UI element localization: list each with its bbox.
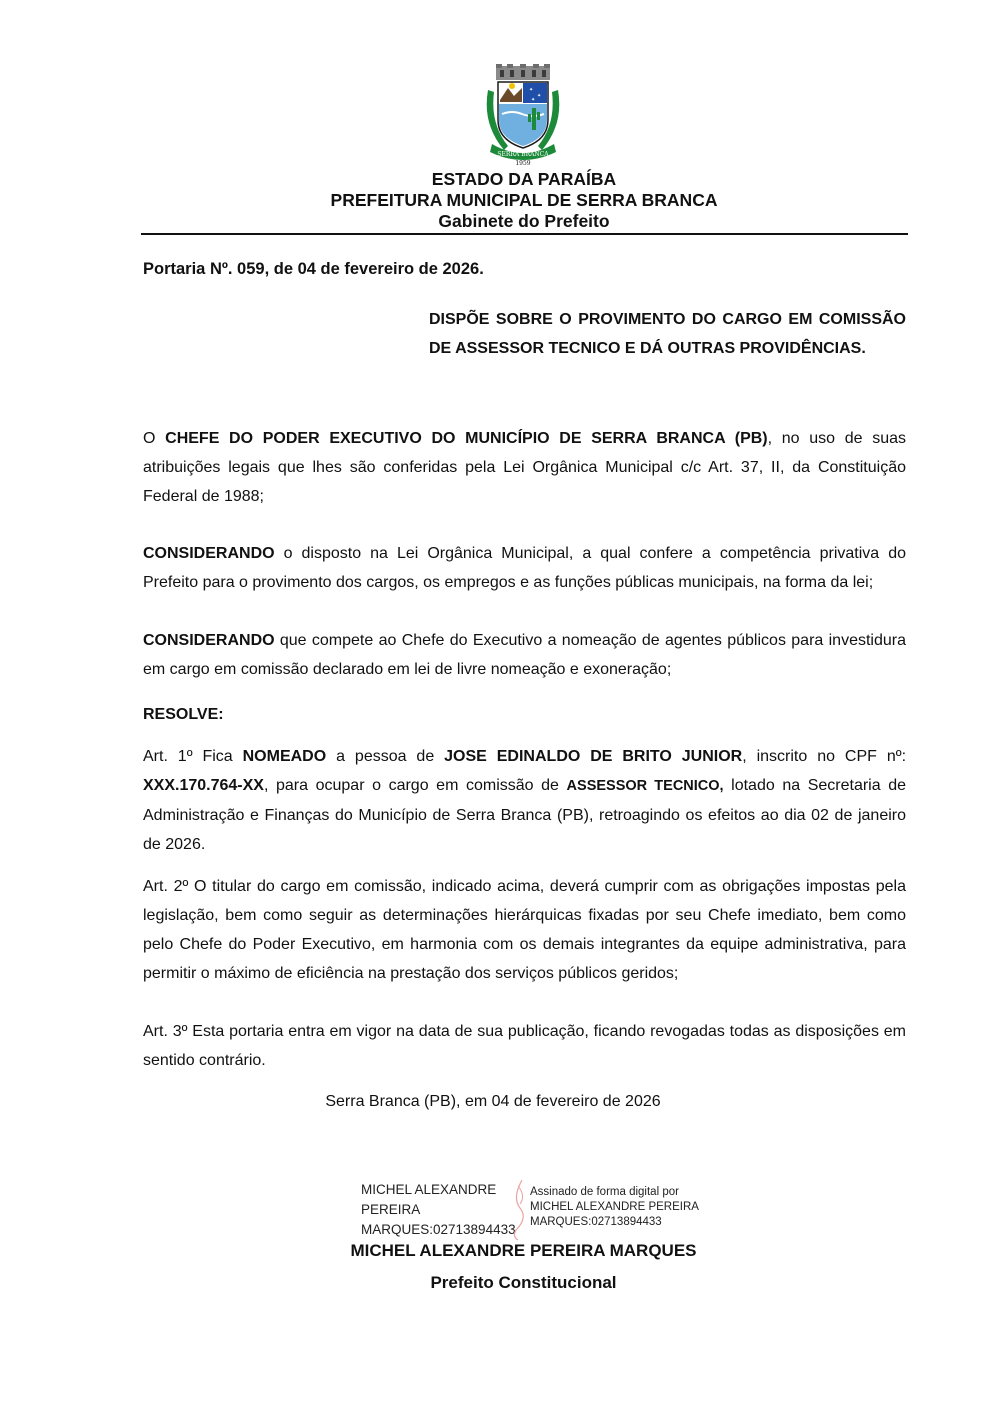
signature-left-line-1: MICHEL ALEXANDRE <box>361 1182 497 1197</box>
preamble-text-2: , no uso de suas atribuições legais que lhes são conferidas pela Lei Orgânica Municipal c/c Art. 37, II, da Constituição Federal de 1988; <box>143 430 907 505</box>
municipal-crest-icon <box>482 64 564 166</box>
article-2: Art. 2º O titular do cargo em comissão, indicado acima, deverá cumprir com as obrigações impostas pela legislação, bem como seguir as determinações hierárquicas fixadas por seu Chefe imediato, bem como pelo Chefe do Poder Executivo, em harmonia com os demais integrantes da equipe administrativa, para permitir o máximo de eficiência na prestação dos serviços públicos geridos; <box>143 878 906 982</box>
signer-role: Prefeito Constitucional <box>430 1273 617 1292</box>
art1-text-4: , para ocupar o cargo em comissão de <box>263 777 567 794</box>
art1-text-1: Art. 1º Fica <box>143 748 243 765</box>
signer-name: MICHEL ALEXANDRE PEREIRA MARQUES <box>350 1241 697 1260</box>
header-divider <box>141 233 908 235</box>
document-title: Portaria Nº. 059, de 04 de fevereiro de 2026. <box>143 260 484 278</box>
signature-right-line-3: MARQUES:02713894433 <box>530 1216 662 1228</box>
article-1 <box>143 742 906 859</box>
preamble-text-1: O <box>143 430 166 447</box>
considerando-label-2: CONSIDERANDO <box>143 632 275 649</box>
considerando-paragraph-2 <box>143 626 906 684</box>
art1-text-3: , inscrito no CPF nº: <box>742 748 907 765</box>
signature-left-line-3: MARQUES:02713894433 <box>361 1222 516 1237</box>
ementa-text: DISPÕE SOBRE O PROVIMENTO DO CARGO EM COMISSÃO DE ASSESSOR TECNICO E DÁ OUTRAS PROVIDÊNCIAS. <box>429 311 906 357</box>
considerando-text-1: o disposto na Lei Orgânica Municipal, a qual confere a competência privativa do Prefeito para o provimento dos cargos, os empregos e as funções públicas municipais, na forma da lei; <box>143 545 906 591</box>
preamble-bold: CHEFE DO PODER EXECUTIVO DO MUNICÍPIO DE SERRA BRANCA (PB) <box>165 430 768 447</box>
art1-text-5: lotado na Secretaria de Administração e Finanças do Município de Serra Branca (PB), retroagindo os efeitos ao dia 02 de janeiro de 2026. <box>143 777 907 853</box>
crest-year: 1959 <box>515 160 531 166</box>
resolve-heading: RESOLVE: <box>143 706 224 723</box>
digital-signature-stamp <box>530 1185 699 1230</box>
preamble-paragraph <box>143 424 906 511</box>
place-date: Serra Branca (PB), em 04 de fevereiro de 2026 <box>325 1093 661 1110</box>
considerando-text-2: que compete ao Chefe do Executivo a nomeação de agentes públicos para investidura em cargo em comissão declarado em lei de livre nomeação e exoneração; <box>143 632 906 678</box>
article-3: Art. 3º Esta portaria entra em vigor na data de sua publicação, ficando revogadas todas as disposições em sentido contrário. <box>143 1023 906 1069</box>
considerando-label-1: CONSIDERANDO <box>143 545 275 562</box>
svg-text:✦: ✦ <box>531 97 536 103</box>
art1-cpf: XXX.170.764-XX <box>143 777 264 794</box>
svg-text:✦: ✦ <box>537 93 542 99</box>
office-heading: Gabinete do Prefeito <box>438 211 610 231</box>
art1-position: ASSESSOR TECNICO, <box>566 778 724 794</box>
signature-left-line-2: PEREIRA <box>361 1202 421 1217</box>
considerando-paragraph-1 <box>143 539 906 597</box>
signature-mark-icon <box>508 1178 532 1242</box>
art1-nominee-name: JOSE EDINALDO DE BRITO JUNIOR <box>444 748 743 765</box>
digital-signature-name <box>361 1180 516 1240</box>
municipality-heading: PREFEITURA MUNICIPAL DE SERRA BRANCA <box>330 190 718 210</box>
svg-text:✦: ✦ <box>529 87 534 93</box>
signature-right-line-2: MICHEL ALEXANDRE PEREIRA <box>530 1201 699 1213</box>
art1-text-2: a pessoa de <box>326 748 445 765</box>
signature-right-line-1: Assinado de forma digital por <box>530 1186 679 1198</box>
art1-nomeado: NOMEADO <box>242 748 327 765</box>
crest-ribbon-text: SERRA BRANCA <box>497 151 549 158</box>
state-heading: ESTADO DA PARAÍBA <box>431 169 617 189</box>
